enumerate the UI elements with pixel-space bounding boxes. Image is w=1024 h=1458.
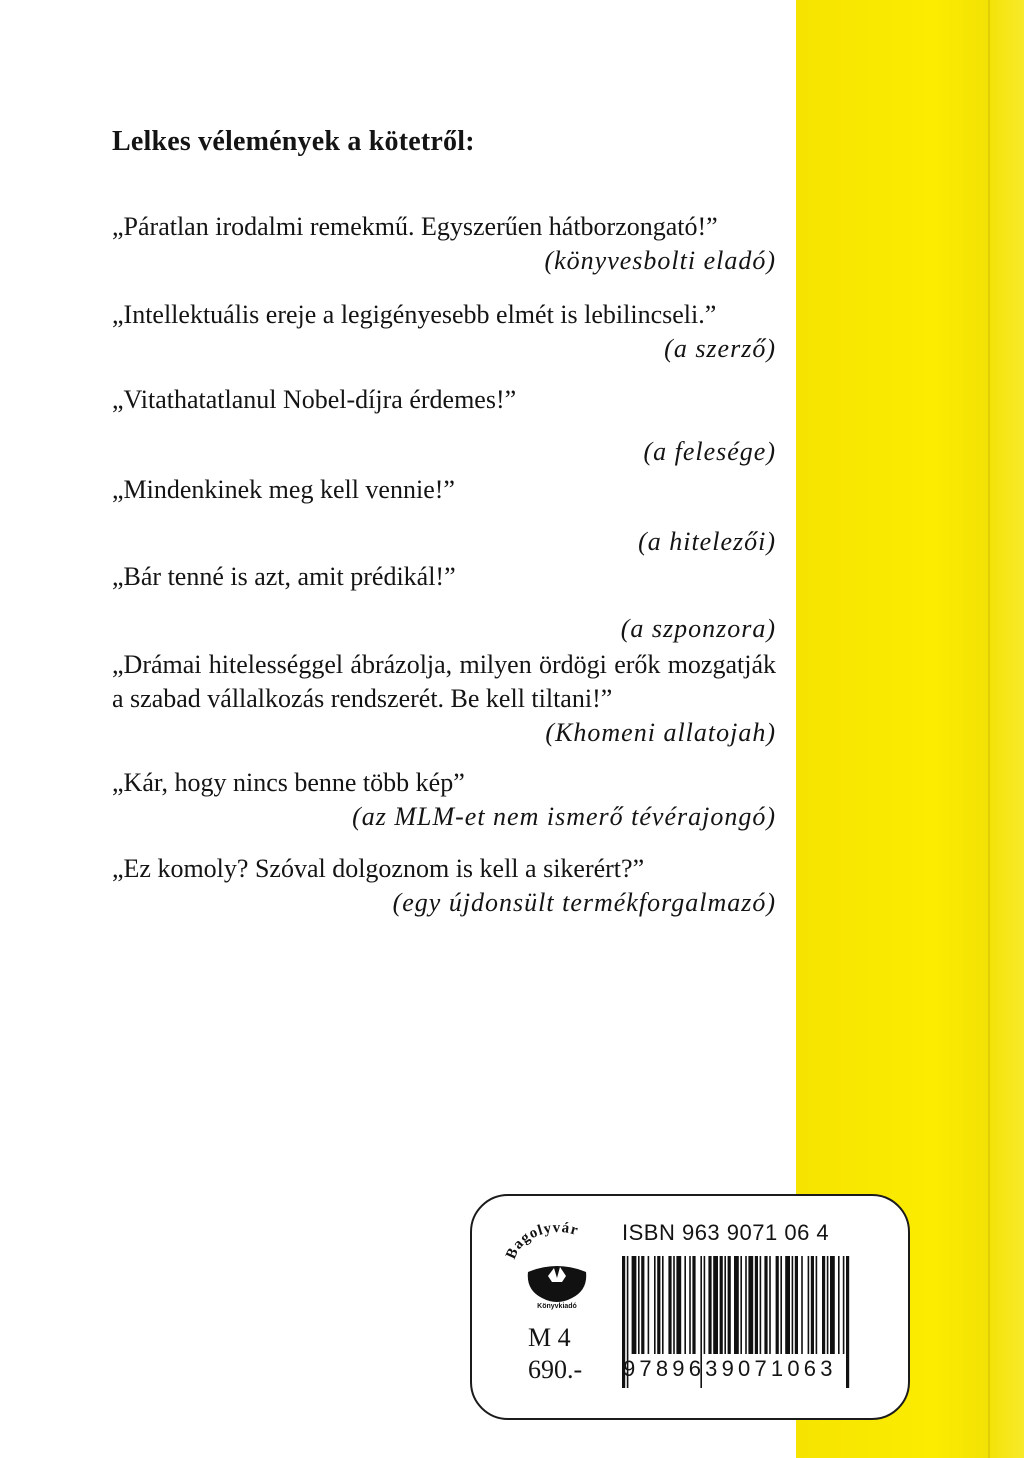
barcode-bar bbox=[830, 1256, 835, 1354]
review-quote: „Bár tenné is azt, amit prédikál!” bbox=[112, 562, 456, 591]
barcode-bar bbox=[776, 1256, 779, 1354]
review-2 bbox=[112, 298, 776, 366]
review-source: (Khomeni allatojah) bbox=[545, 718, 776, 747]
review-1 bbox=[112, 210, 776, 278]
barcode-bar bbox=[638, 1256, 640, 1354]
barcode-bar bbox=[764, 1256, 767, 1354]
review-5 bbox=[112, 560, 776, 646]
barcode-bar bbox=[654, 1256, 656, 1354]
barcode-bar bbox=[760, 1256, 762, 1354]
review-quote: „Drámai hitelességgel ábrázolja, milyen ördögi erők mozgatják a szabad vállalkozás rendszerét. Be kell tiltani!” bbox=[112, 650, 776, 713]
barcode-bar bbox=[673, 1256, 675, 1354]
review-7 bbox=[112, 766, 776, 834]
barcode-bar bbox=[724, 1256, 726, 1354]
barcode-bar bbox=[740, 1256, 742, 1354]
barcode-bar bbox=[769, 1256, 771, 1354]
barcode-bar bbox=[648, 1256, 650, 1354]
review-quote: „Páratlan irodalmi remekmű. Egyszerűen hátborzongató!” bbox=[112, 212, 718, 241]
barcode-bar bbox=[795, 1256, 798, 1354]
barcode-bar bbox=[734, 1256, 739, 1354]
barcode-bar bbox=[689, 1256, 691, 1354]
barcode-bar bbox=[792, 1256, 794, 1354]
barcode-bar bbox=[704, 1256, 706, 1354]
barcode-bar bbox=[785, 1256, 790, 1354]
svg-text:Könyvkiadó: Könyvkiadó bbox=[537, 1303, 577, 1310]
barcode-bar bbox=[780, 1256, 782, 1354]
barcode-bar bbox=[728, 1256, 731, 1354]
barcode-bar bbox=[676, 1256, 681, 1354]
barcode-bar bbox=[827, 1256, 829, 1354]
isbn-box bbox=[470, 1194, 910, 1420]
barcode-bar bbox=[713, 1256, 718, 1354]
barcode-bar bbox=[838, 1256, 840, 1354]
review-source: (egy újdonsült termékforgalmazó) bbox=[392, 888, 776, 917]
review-quote: „Vitathatatlanul Nobel-díjra érdemes!” bbox=[112, 385, 517, 414]
review-quote: „Ez komoly? Szóval dolgoznom is kell a sikerért?” bbox=[112, 854, 645, 883]
barcode-bar bbox=[801, 1256, 803, 1354]
spine-fold bbox=[988, 0, 990, 1458]
series-code: M 4 bbox=[528, 1323, 571, 1352]
barcode-bar bbox=[745, 1256, 747, 1354]
barcode-bar bbox=[811, 1256, 814, 1354]
review-source: (a szponzora) bbox=[620, 614, 776, 643]
barcode-bar bbox=[708, 1256, 711, 1354]
review-6 bbox=[112, 648, 776, 750]
svg-text:Bagolyvár: Bagolyvár bbox=[503, 1220, 581, 1262]
barcode-bar bbox=[755, 1256, 758, 1354]
isbn-number: ISBN 963 9071 06 4 bbox=[622, 1220, 830, 1245]
barcode-bar bbox=[843, 1256, 845, 1354]
review-source: (a szerző) bbox=[664, 334, 776, 363]
barcode-digits: 9789639071063 bbox=[623, 1356, 837, 1381]
barcode-bar bbox=[632, 1256, 637, 1354]
review-3 bbox=[112, 383, 776, 469]
barcode-bar bbox=[684, 1256, 686, 1354]
barcode-bar bbox=[668, 1256, 671, 1354]
review-quote: „Intellektuális ereje a legigényesebb elmét is lebilincseli.” bbox=[112, 300, 717, 329]
review-source: (könyvesbolti eladó) bbox=[544, 246, 776, 275]
owl-publisher-logo-icon bbox=[502, 1220, 612, 1310]
review-quote: „Mindenkinek meg kell vennie!” bbox=[112, 475, 455, 504]
review-8 bbox=[112, 852, 776, 920]
review-source: (a hitelezői) bbox=[638, 527, 776, 556]
barcode-bar bbox=[720, 1256, 723, 1354]
page-heading: Lelkes vélemények a kötetről: bbox=[112, 126, 475, 157]
barcode-bar bbox=[822, 1256, 825, 1354]
price-block bbox=[528, 1322, 582, 1386]
barcode-bar bbox=[641, 1256, 644, 1354]
price: 690.- bbox=[528, 1355, 583, 1384]
barcode-bar bbox=[808, 1256, 810, 1354]
barcode-bar bbox=[748, 1256, 753, 1354]
review-quote: „Kár, hogy nincs benne több kép” bbox=[112, 768, 465, 797]
barcode-bar bbox=[692, 1256, 695, 1354]
review-4 bbox=[112, 473, 776, 559]
barcode-bar bbox=[816, 1256, 818, 1354]
review-source: (a felesége) bbox=[643, 437, 776, 466]
barcode-bar bbox=[662, 1256, 664, 1354]
barcode-bar bbox=[657, 1256, 660, 1354]
review-source: (az MLM-et nem ismerő tévérajongó) bbox=[352, 802, 776, 831]
